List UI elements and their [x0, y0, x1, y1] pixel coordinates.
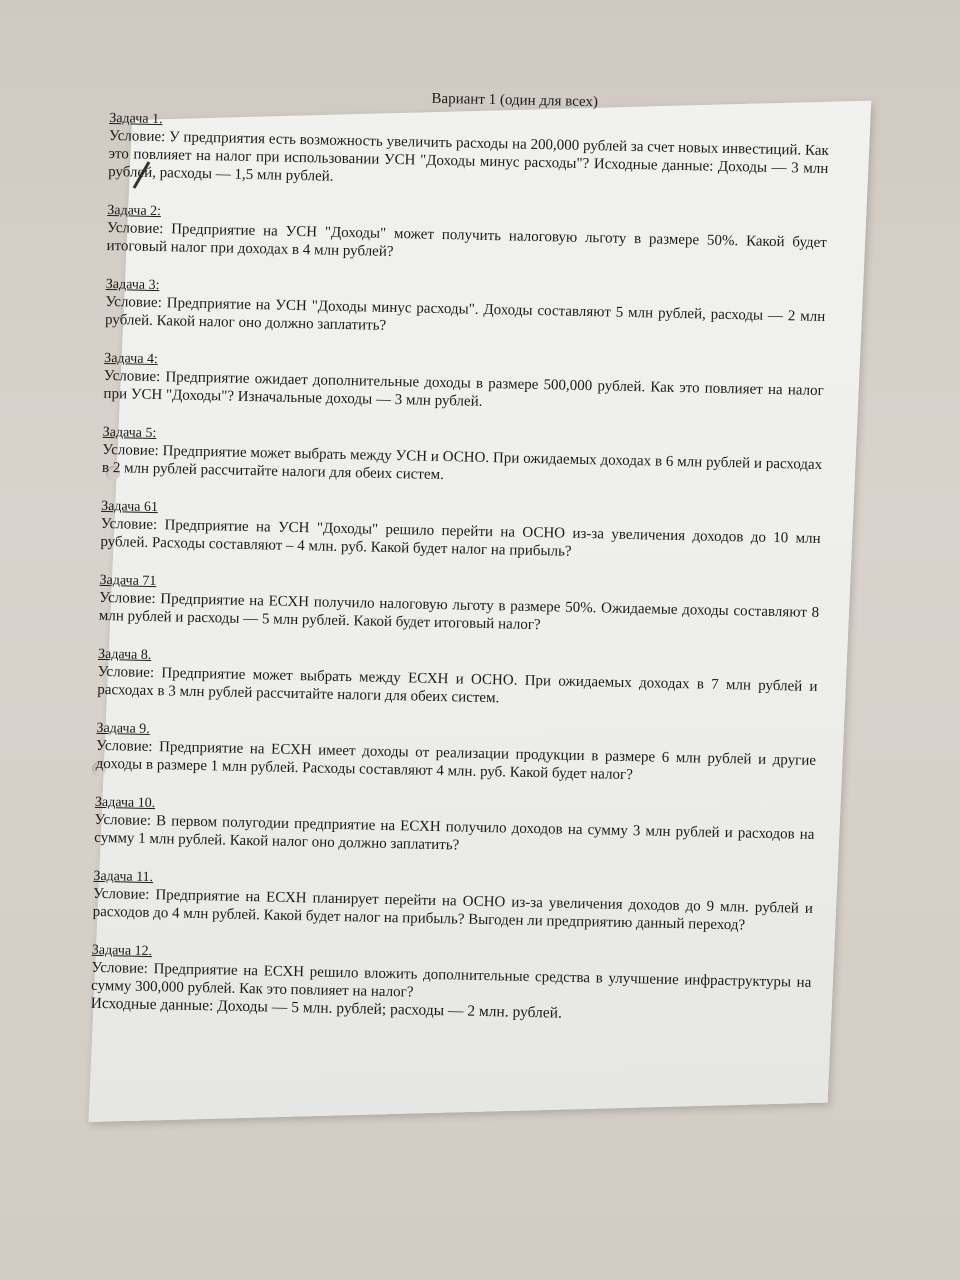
- document-page: [88, 84, 830, 1159]
- task-heading: Задача 4:: [104, 350, 159, 368]
- task-heading: Задача 12.: [91, 942, 153, 960]
- task-source-data: Исходные данные: Доходы — 5 млн. рублей; расходы — 2 млн. рублей.: [90, 994, 563, 1022]
- task-8: [97, 647, 818, 714]
- task-11: [92, 869, 813, 936]
- task-9: [96, 721, 817, 788]
- task-heading: Задача 1.: [109, 110, 163, 128]
- task-heading: Задача 8.: [97, 646, 152, 663]
- task-5: [102, 425, 823, 492]
- task-heading: Задача 71: [99, 572, 157, 590]
- task-heading: Задача 10.: [94, 794, 156, 812]
- task-condition: Условие: Предприятие на УСН "Доходы" может получить налоговую льготу в размере 50%. Какой будет итоговый налог при доходах в 4 млн рублей?: [106, 219, 827, 260]
- task-3: [105, 277, 826, 344]
- task-condition: Условие: У предприятия есть возможность увеличить расходы на 200,000 рублей за счет новых инвестиций. Как это повлияет на налог при использовании УСН "Доходы минус расходы"? Исходные данные: Доходы — 3 млн рублей, расходы — 1,5 млн рублей.: [107, 127, 829, 185]
- task-heading: Задача 9.: [96, 720, 150, 737]
- task-condition: Условие: Предприятие на УСН "Доходы минус расходы". Доходы составляют 5 млн рублей, расходы — 2 млн рублей. Какой налог оно должно заплатить?: [104, 293, 826, 334]
- task-condition: Условие: Предприятие может выбрать между УСН и ОСНО. При ожидаемых доходах в 6 млн рублей и расходах в 2 млн рублей рассчитайте налоги для обеих систем.: [101, 441, 823, 484]
- task-4: [103, 351, 824, 418]
- document-title: Вариант 1 (один для всех): [431, 90, 599, 111]
- task-condition: Условие: Предприятие на ЕСХН имеет доходы от реализации продукции в размере 6 млн рублей и другие доходы в размере 1 млн рублей. Расходы составляют 4 млн. руб. Какой будет налог?: [95, 737, 817, 784]
- task-condition: Условие: Предприятие на ЕСХН получило налоговую льготу в размере 50%. Ожидаемые доходы составляют 8 млн рублей и расходы — 5 млн рублей. Какой будет итоговый налог?: [98, 589, 820, 634]
- task-condition: Условие: Предприятие ожидает дополнительные доходы в размере 500,000 рублей. Как это повлияет на налог при УСН "Доходы"? Изначальные доходы — 3 млн рублей.: [103, 367, 824, 410]
- task-1: [108, 111, 829, 196]
- task-condition: Условие: Предприятие может выбрать между ЕСХН и ОСНО. При ожидаемых доходах в 7 млн рублей и расходах в 3 млн рублей рассчитайте налоги для обеих систем.: [97, 663, 818, 707]
- task-heading: Задача 3:: [105, 276, 160, 294]
- task-heading: Задача 61: [100, 498, 159, 516]
- task-condition: Условие: Предприятие на ЕСХН решило вложить дополнительные средства в улучшение инфраструктуры на сумму 300,000 рублей. Как это повлияет на налог?: [90, 959, 812, 1001]
- task-heading: Задача 2:: [107, 202, 162, 220]
- task-condition: Условие: Предприятие на УСН "Доходы" решило перейти на ОСНО из-за увеличения доходов до 10 млн рублей. Расходы составляют – 4 млн. руб. Какой будет налог на прибыль?: [100, 515, 821, 560]
- task-heading: Задача 11.: [93, 868, 154, 886]
- task-condition: Условие: В первом полугодии предприятие на ЕСХН получило доходов на сумму 3 млн рублей и расходов на сумму 1 млн рублей. Какой налог оно должно заплатить?: [94, 811, 815, 854]
- task-12: [91, 943, 812, 1028]
- task-condition: Условие: Предприятие на ЕСХН планирует перейти на ОСНО из-за увеличения доходов до 9 млн. рублей и расходов до 4 млн рублей. Какой будет налог на прибыль? Выгоден ли предприятию данный переход?: [92, 885, 814, 934]
- task-6: [100, 499, 821, 566]
- task-10: [94, 795, 815, 862]
- task-2: [106, 203, 827, 270]
- task-7: [99, 573, 820, 640]
- task-heading: Задача 5:: [102, 424, 157, 442]
